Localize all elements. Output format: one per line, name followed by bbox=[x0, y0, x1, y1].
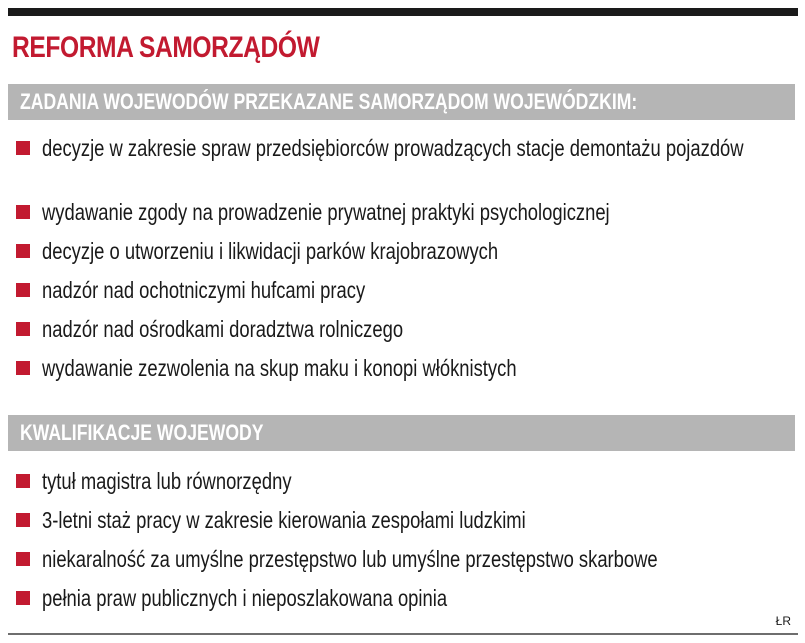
bullet-icon bbox=[16, 591, 30, 605]
list-item-text: wydawanie zgody na prowadzenie prywatnej praktyki psychologicznej bbox=[42, 199, 610, 225]
bottom-rule bbox=[8, 633, 798, 635]
list-item bbox=[16, 506, 796, 534]
bullet-icon bbox=[16, 513, 30, 527]
list-item bbox=[16, 276, 796, 304]
bullet-icon bbox=[16, 283, 30, 297]
list-item-text: wydawanie zezwolenia na skup maku i konopi włóknistych bbox=[42, 355, 517, 381]
list-item bbox=[16, 354, 796, 382]
author-credit: ŁR bbox=[775, 614, 791, 628]
list-item bbox=[16, 584, 796, 612]
list-item-text: tytuł magistra lub równorzędny bbox=[42, 468, 292, 494]
list-item bbox=[16, 198, 796, 226]
list-item bbox=[16, 315, 796, 343]
section-header-label: ZADANIA WOJEWODÓW PRZEKAZANE SAMORZĄDOM WOJEWÓDZKIM: bbox=[20, 89, 638, 114]
section-header-qualifications bbox=[8, 415, 795, 451]
list-item bbox=[16, 134, 796, 190]
list-item-text: niekaralność za umyślne przestępstwo lub umyślne przestępstwo skarbowe bbox=[42, 546, 658, 572]
bullet-icon bbox=[16, 474, 30, 488]
list-item-text: pełnia praw publicznych i nieposzlakowana opinia bbox=[42, 585, 448, 611]
qualifications-list bbox=[16, 467, 796, 612]
bullet-icon bbox=[16, 205, 30, 219]
bullet-icon bbox=[16, 552, 30, 566]
list-item bbox=[16, 467, 796, 495]
list-item-text: nadzór nad ośrodkami doradztwa rolniczego bbox=[42, 316, 404, 342]
top-rule bbox=[8, 8, 798, 16]
section-header-tasks bbox=[8, 84, 795, 120]
bullet-icon bbox=[16, 141, 30, 155]
list-item-text: nadzór nad ochotniczymi hufcami pracy bbox=[42, 277, 366, 303]
page-title: REFORMA SAMORZĄDÓW bbox=[12, 31, 320, 64]
list-item bbox=[16, 237, 796, 265]
section-header-label: KWALIFIKACJE WOJEWODY bbox=[20, 420, 264, 445]
bullet-icon bbox=[16, 244, 30, 258]
tasks-list bbox=[16, 134, 796, 382]
bullet-icon bbox=[16, 322, 30, 336]
bullet-icon bbox=[16, 361, 30, 375]
list-item bbox=[16, 545, 796, 573]
list-item-text: decyzje o utworzeniu i likwidacji parków krajobrazowych bbox=[42, 238, 499, 264]
list-item-text: decyzje w zakresie spraw przedsiębiorców prowadzących stacje demontażu pojazdów bbox=[42, 135, 744, 161]
list-item-text: 3-letni staż pracy w zakresie kierowania zespołami ludzkimi bbox=[42, 507, 526, 533]
